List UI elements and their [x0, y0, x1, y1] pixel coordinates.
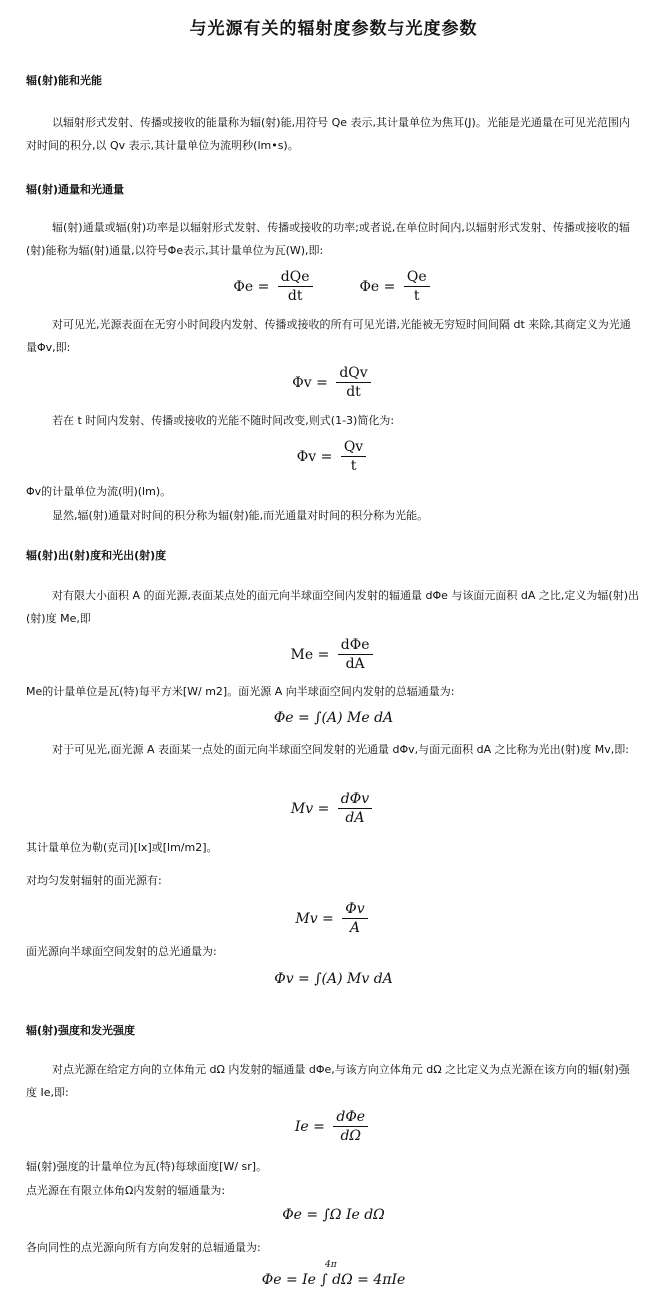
denominator: dΩ — [340, 1128, 362, 1144]
paragraph: 辐(射)通量或辐(射)功率是以辐射形式发射、传播或接收的功率;或者说,在单位时间内,以辐射形式发射、传播或接收的辐(射)能称为辐(射)通量,以符号Φe表示,其计量单位为瓦(W),即: — [26, 221, 630, 257]
paragraph: Φv的计量单位为流(明)(lm)。 — [26, 485, 172, 498]
equation-lhs: Φe = — [359, 278, 396, 295]
paragraph: 显然,辐(射)通量对时间的积分称为辐(射)能,而光通量对时间的积分称为光能。 — [52, 509, 429, 522]
equation-radiant-exitance — [0, 636, 667, 673]
integral-upper-limit: 4π — [325, 1260, 337, 1270]
denominator: dA — [345, 810, 365, 826]
fraction — [338, 790, 372, 827]
paragraph: 各向同性的点光源向所有方向发射的总辐通量为: — [26, 1241, 261, 1254]
equation-flux-derivative — [0, 268, 667, 305]
fraction — [342, 900, 367, 937]
denominator: dt — [287, 288, 303, 304]
section-heading-radiant-flux: 辐(射)通量和光通量 — [26, 183, 125, 196]
equation-lhs: Mv = — [290, 800, 330, 817]
equation-radiant-intensity — [0, 1108, 667, 1145]
equation-lhs: Me = — [290, 646, 330, 663]
paragraph: 对可见光,光源表面在无穷小时间段内发射、传播或接收的所有可见光谱,光能被无穷短时间间隔 dt 来除,其商定义为光通量Φv,即: — [26, 318, 631, 354]
equation-lhs: Φv = — [292, 374, 328, 391]
fraction — [338, 636, 373, 673]
equation-total-luminous-flux: Φv = ∫(A) Mv dA — [274, 971, 393, 987]
fraction — [333, 1108, 368, 1145]
paragraph: 对均匀发射辐射的面光源有: — [26, 874, 162, 887]
numerator: Qe — [404, 268, 430, 287]
fraction — [341, 438, 366, 475]
denominator: dA — [345, 656, 365, 672]
numerator: Qv — [341, 438, 366, 457]
numerator: dΦe — [333, 1108, 368, 1127]
numerator: dQv — [336, 364, 370, 383]
denominator: t — [350, 458, 357, 474]
equation-isotropic-total-flux: Φe = Ie ∫ dΩ = 4πIe — [261, 1272, 406, 1288]
paragraph: 对于可见光,面光源 A 表面某一点处的面元向半球面空间发射的光通量 dΦv,与面元面积 dA 之比称为光出(射)度 Mv,即: — [52, 743, 629, 756]
paragraph: Me的计量单位是瓦(特)每平方米[W/ m2]。面光源 A 向半球面空间内发射的总辐通量为: — [26, 685, 455, 698]
equation-luminous-exitance — [0, 790, 667, 827]
equation-uniform-exitance — [0, 900, 667, 937]
numerator: dQe — [278, 268, 313, 287]
fraction — [278, 268, 313, 305]
equation-finite-solid-angle-flux: Φe = ∫Ω Ie dΩ — [282, 1207, 385, 1223]
paragraph: 对点光源在给定方向的立体角元 dΩ 内发射的辐通量 dΦe,与该方向立体角元 dΩ 之比定义为点光源在该方向的辐(射)强度 Ie,即: — [26, 1063, 630, 1099]
equation-lhs: Ie = — [294, 1118, 325, 1135]
section-heading-intensity: 辐(射)强度和发光强度 — [26, 1024, 136, 1037]
section-heading-exitance: 辐(射)出(射)度和光出(射)度 — [26, 549, 167, 562]
equation-lhs: Φv = — [296, 448, 333, 465]
paragraph: 以辐射形式发射、传播或接收的能量称为辐(射)能,用符号 Qe 表示,其计量单位为焦耳(J)。光能是光通量在可见光范围内对时间的积分,以 Qv 表示,其计量单位为流明秒(lm•s)。 — [26, 116, 630, 152]
paragraph: 其计量单位为勒(克司)[lx]或[lm/m2]。 — [26, 841, 218, 854]
equation-luminous-flux — [0, 364, 667, 401]
section-heading-radiant-energy: 辐(射)能和光能 — [26, 74, 103, 87]
equation-lhs: Mv = — [295, 910, 334, 927]
paragraph: 点光源在有限立体角Ω内发射的辐通量为: — [26, 1184, 226, 1197]
page-title: 与光源有关的辐射度参数与光度参数 — [189, 19, 478, 39]
paragraph: 若在 t 时间内发射、传播或接收的光能不随时间改变,则式(1-3)简化为: — [52, 414, 395, 427]
paragraph: 面光源向半球面空间发射的总光通量为: — [26, 945, 217, 958]
denominator: t — [413, 288, 420, 304]
numerator: dΦe — [338, 636, 373, 655]
equation-total-radiant-flux: Φe = ∫(A) Me dA — [273, 710, 394, 726]
equation-luminous-flux-constant — [0, 438, 667, 475]
numerator: dΦv — [338, 790, 372, 809]
fraction — [404, 268, 430, 305]
denominator: dt — [346, 384, 361, 400]
denominator: A — [349, 920, 360, 936]
paragraph: 对有限大小面积 A 的面光源,表面某点处的面元向半球面空间内发射的辐通量 dΦe 与该面元面积 dA 之比,定义为辐(射)出(射)度 Me,即 — [26, 589, 639, 625]
paragraph: 辐(射)强度的计量单位为瓦(特)每球面度[W/ sr]。 — [26, 1160, 268, 1173]
numerator: Φv — [342, 900, 367, 919]
equation-lhs: Φe = — [233, 278, 270, 295]
fraction — [336, 364, 370, 401]
